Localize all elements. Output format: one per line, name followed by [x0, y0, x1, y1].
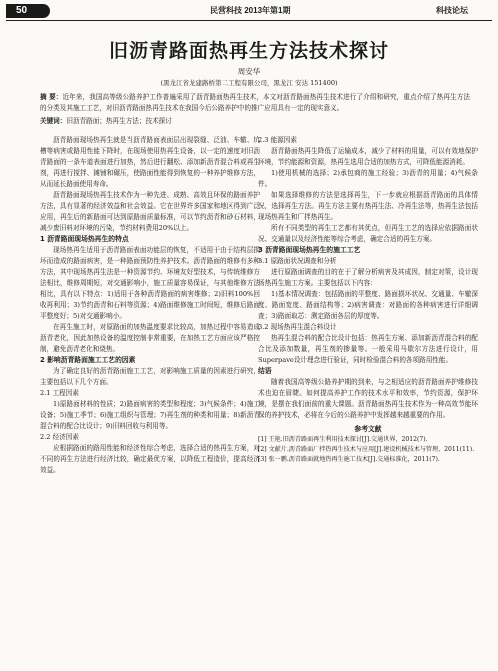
paragraph: 在再生施工时，对原路面的加热温度要求比较高，加热过程中容易造成沥青老化，因此加热设备的温度控制非常重要，在加热工艺方面应该严格控制，避免沥青老化和烧焦。 — [40, 323, 260, 353]
reference-item: [3] 张一鹏.沥青路面就地热再生施工技术[J].交通标准化，2011(7). — [258, 456, 440, 463]
paragraph: 为了确定良好的沥青路面施工工艺，对影响施工质量的因素进行研究，主要包括以下几个方面。 — [40, 367, 260, 386]
keywords — [40, 115, 470, 125]
article-title: 旧沥青路面热再生方法技术探讨 — [108, 40, 389, 62]
reference-item: [2] 文献片.沥青路面厂拌热再生技术与应用[J].建设机械技术与管理，2011(11). — [258, 446, 475, 453]
page-header — [0, 0, 498, 22]
paragraph: 沥青路面热再生降低了运输成本，减少了材料的用量，可以有效地保护环境，节约能源和资源，热再生选用合适的加热方式，可降低能源消耗。 — [258, 147, 478, 166]
paragraph: 进行原路面调查的目的在于了解分析病害及其成因，制定对策，设计现场热再生施工方案。主要包括以下内容： — [258, 268, 478, 287]
section-heading: 2 影响沥青路面施工工艺的因素 — [40, 356, 136, 364]
keywords-text: 旧沥青路面；热再生方法；技术探讨 — [66, 117, 172, 125]
left-column — [40, 135, 260, 476]
section-heading: 2.3 能源因素 — [258, 136, 297, 144]
journal-name: 民营科技 2013年第1期 — [210, 6, 291, 15]
section-heading: 3.2 现场热再生混合料设计 — [258, 323, 337, 331]
reference-item: [1] 王艳.旧沥青路面再生利用技术探讨[J].交通世界，2012(7). — [258, 436, 428, 443]
abstract — [40, 92, 470, 114]
section-heading: 结语 — [258, 367, 272, 375]
abstract-text: 近年来，我国高等级公路养护工作普遍采用了沥青路面热再生技术，本文对沥青路面热再生技术进行了介绍和研究，重点介绍了热再生方法的分类及其施工工艺，对旧沥青路面热再生技术在我国今后公路养护中的推广应用具有一定的现实意义。 — [40, 93, 471, 112]
references-title: 参考文献 — [354, 425, 382, 433]
abstract-label: 摘 要： — [40, 93, 63, 101]
paragraph: 所有不同类型的再生工艺都有其优点，但再生工艺的选择应依据路面状况、交通量以及经济性能等综合考虑，确定合适的再生方案。 — [258, 224, 478, 243]
paragraph: 沥青路面现场热再生技术作为一种先进、成熟、高效且环保的路面养护方法，具有显著的经济效益和社会效益。它在世界许多国家和地区得到广泛应用，再生后的新路面可达到原路面质量标准，可以节约沥青和砂石材料，减少废旧料对环境的污染，节约材料费用20%以上。 — [40, 191, 260, 232]
right-column — [258, 135, 478, 465]
section-heading: 2.1 工程因素 — [40, 389, 79, 397]
references-list — [258, 435, 478, 465]
article-author: 周安华 — [237, 67, 261, 76]
paragraph: 随着我国高等级公路养护期的到来，与之相适应的沥青路面养护维修技术也迫在眉睫。如何提高养护工作的技术水平和效率，节约资源，保护环境，是摆在我们面前的重大课题。沥青路面热再生技术作为一种高效节能环保的养护技术，必将在今后的公路养护中发挥越来越重要的作用。 — [258, 378, 478, 419]
section-name: 科技论坛 — [436, 6, 468, 15]
paragraph: 1)原路面材料的性质；2)路面病害的类型和程度；3)气候条件；4)施工设备；5)施工季节；6)施工组织与管理；7)再生剂的种类和用量；8)新沥青混合料的配合比设计；9)旧料回收与利用等。 — [40, 400, 260, 430]
section-heading: 3 沥青路面现场热再生的施工工艺 — [258, 246, 361, 254]
page-number: 50 — [6, 4, 50, 18]
section-heading: 3.1 原路面状况调查和分析 — [258, 257, 337, 265]
paragraph: 1)使用机械的选择；2)承包商的施工经验；3)沥青的用量；4)气候条件。 — [258, 169, 478, 188]
keywords-label: 关键词： — [40, 117, 67, 125]
paragraph: 热再生混合料的配合比设计包括：热再生方案、添加新沥青混合料的配合比及添加数量，再生剂的掺量等。一般采用马歇尔方法进行设计，用Superpave设计理念进行验证，同时检验混合料的各项路用性能。 — [258, 334, 478, 364]
paragraph: 沥青路面现场热再生就是当沥青路面表面层出现裂缝、泛油、车辙、坑槽等病害或路用性能下降时，在现场使用热再生设备，以一定的速度对旧沥青路面的一条车道表面进行加热，然后进行翻松、添加新沥青混合料或再生剂，再进行搅拌、摊铺和碾压，使路面性能得到恢复的一种养护维修方法，从而延长路面使用寿命。 — [40, 136, 260, 188]
author-affiliation: (黑龙江省龙建路桥第二工程有限公司，黑龙江 安达 151400) — [160, 79, 338, 87]
paragraph: 应根据路面的路用性能和经济性综合考虑，选择合适的热再生方案，对不同的再生方法进行经济比较，确定最优方案，以降低工程造价，提高经济效益。 — [40, 444, 260, 474]
header-rule — [6, 20, 492, 21]
right-column-body — [258, 135, 478, 421]
section-heading: 1 沥青路面现场热再生的特点 — [40, 235, 129, 243]
paragraph: 1)基本情况调查：包括路面的平整度、路面损坏状况、交通量、车辙深度、路面宽度、路面结构等；2)病害调查：对路面的各种病害进行详细调查；3)路面取芯：测定路面各层的厚度等。 — [258, 290, 478, 320]
paragraph: 现场热再生适用于沥青路面表面功能层的恢复，不适用于由于结构层损坏而造成的路面病害，是一种路面预防性养护技术。沥青路面的维修有多种方法，其中现场热再生法是一种资源节约、环境友好型技术，与传统维修方法相比，维修周期短，对交通影响小，施工质量容易保证，与其他维修方法相比，具有以下特点：1)适用于各种沥青路面的病害维修；2)旧料100%回收再利用；3)节约沥青和石料等资源；4)路面维修施工时间短，维修后路面平整度好；5)对交通影响小。 — [40, 246, 260, 320]
paragraph: 如果选择维修的方法是选择再生，下一步就应根据沥青路面的具体情况，选择再生方法。再生方法主要有热再生法、冷再生法等，热再生法包括现场热再生和厂拌热再生。 — [258, 191, 478, 221]
section-heading: 2.2 经济因素 — [40, 433, 79, 441]
